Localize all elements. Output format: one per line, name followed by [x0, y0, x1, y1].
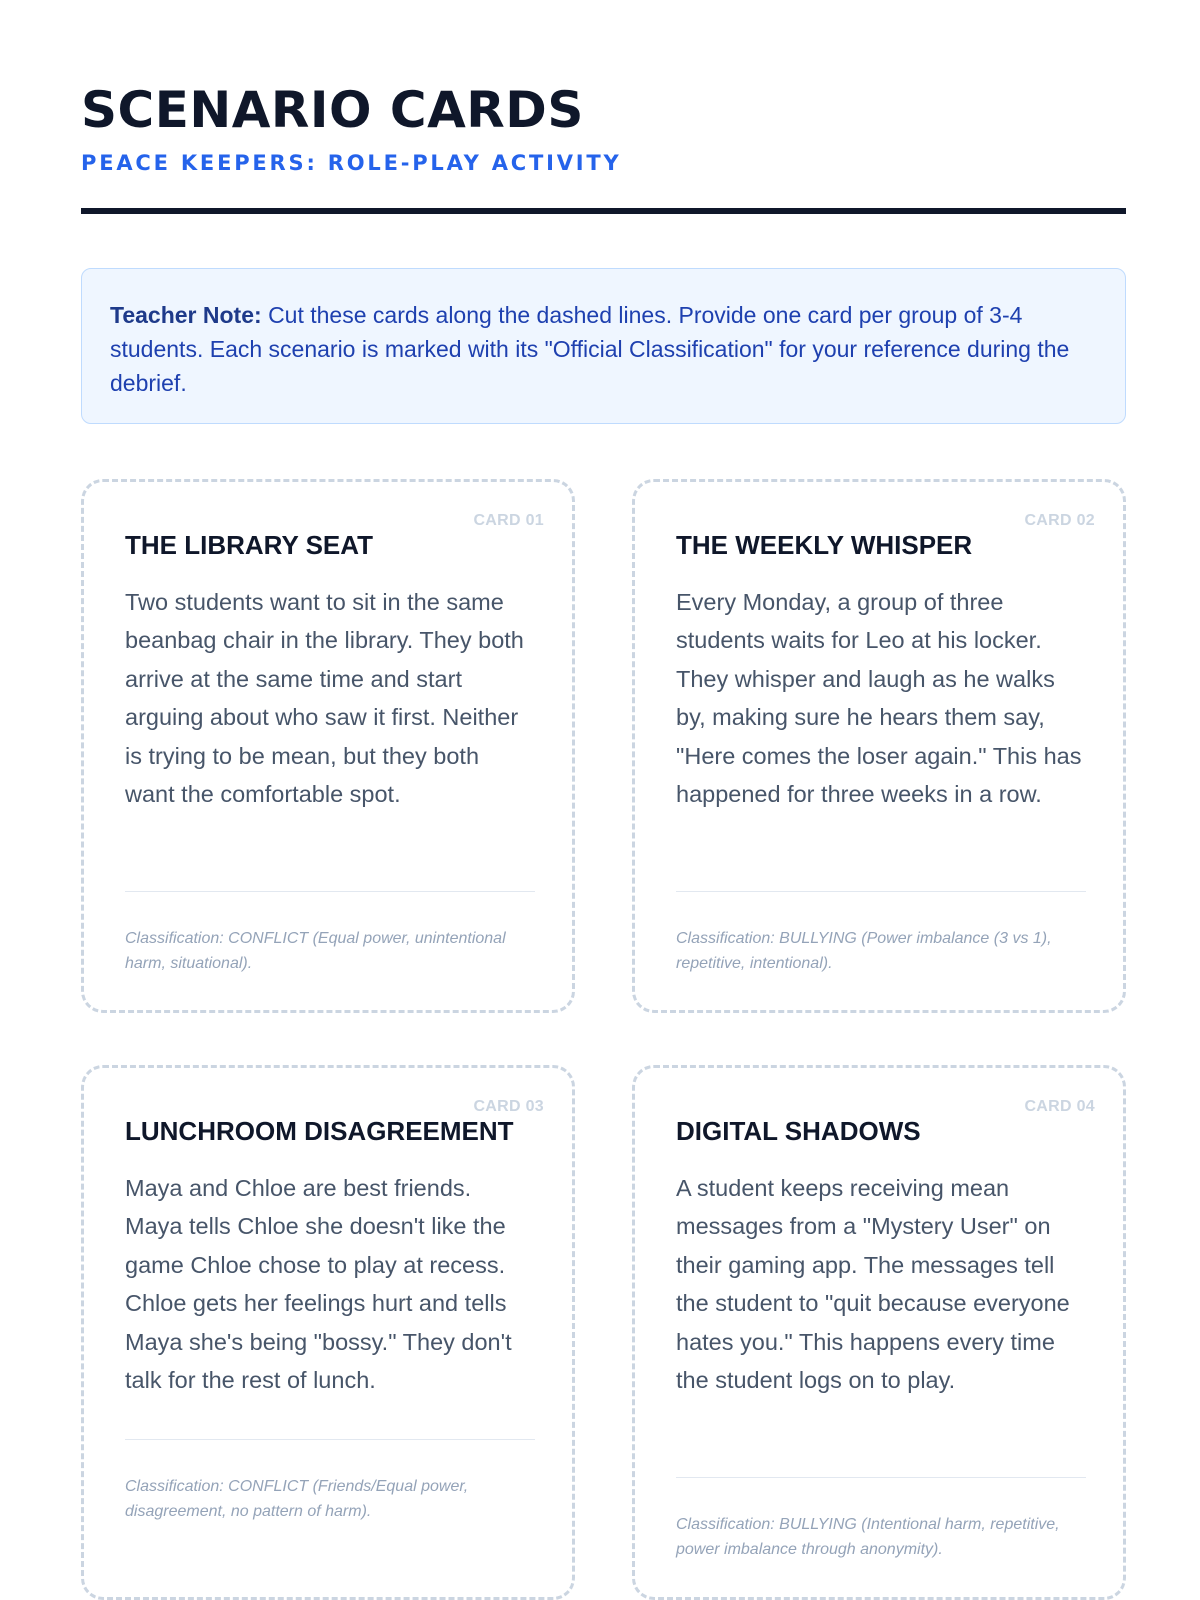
page-title: SCENARIO CARDS: [81, 81, 584, 139]
card-divider: [125, 891, 535, 892]
card-divider: [676, 891, 1086, 892]
scenario-card: [632, 1065, 1126, 1600]
card-number: CARD 01: [473, 512, 544, 529]
card-title: THE LIBRARY SEAT: [125, 530, 373, 560]
card-classification: Classification: BULLYING (Power imbalance (3 vs 1), repetitive, intentional).: [676, 930, 1052, 972]
card-title: THE WEEKLY WHISPER: [676, 530, 973, 560]
scenario-card: [632, 479, 1126, 1013]
card-description: Two students want to sit in the same beanbag chair in the library. They both arrive at the same time and start arguing about who saw it first. Neither is trying to be mean, but they both want the comfortable spot.: [125, 589, 524, 808]
card-number: CARD 03: [473, 1098, 544, 1115]
card-description: Maya and Chloe are best friends. Maya tells Chloe she doesn't like the game Chloe chose to play at recess. Chloe gets her feelings hurt and tells Maya she's being "bossy." They don't talk for the rest of lunch.: [125, 1175, 512, 1394]
card-title: DIGITAL SHADOWS: [676, 1116, 921, 1146]
teacher-note-label: Teacher Note:: [110, 302, 262, 328]
card-number: CARD 04: [1024, 1098, 1095, 1115]
teacher-note-text: Cut these cards along the dashed lines. Provide one card per group of 3-4 students. Each scenario is marked with its "Official Classification" for your reference during the debrief.: [110, 302, 1070, 396]
header-divider: [81, 208, 1126, 214]
scenario-card: [81, 479, 575, 1013]
page-subtitle: PEACE KEEPERS: ROLE-PLAY ACTIVITY: [81, 151, 622, 175]
teacher-note: [81, 268, 1126, 424]
card-classification: Classification: CONFLICT (Equal power, unintentional harm, situational).: [125, 930, 506, 972]
scenario-card: [81, 1065, 575, 1600]
card-divider: [125, 1439, 535, 1440]
card-description: A student keeps receiving mean messages from a "Mystery User" on their gaming app. The messages tell the student to "quit because everyone hates you." This happens every time the student logs on to play.: [676, 1175, 1070, 1394]
card-description: Every Monday, a group of three students waits for Leo at his locker. They whisper and laugh as he walks by, making sure he hears them say, "Here comes the loser again." This has happened for three weeks in a row.: [676, 589, 1082, 808]
card-title: LUNCHROOM DISAGREEMENT: [125, 1116, 514, 1146]
card-classification: Classification: BULLYING (Intentional harm, repetitive, power imbalance through anonymity).: [676, 1516, 1060, 1558]
card-number: CARD 02: [1024, 512, 1095, 529]
card-classification: Classification: CONFLICT (Friends/Equal power, disagreement, no pattern of harm).: [125, 1478, 469, 1520]
card-divider: [676, 1477, 1086, 1478]
